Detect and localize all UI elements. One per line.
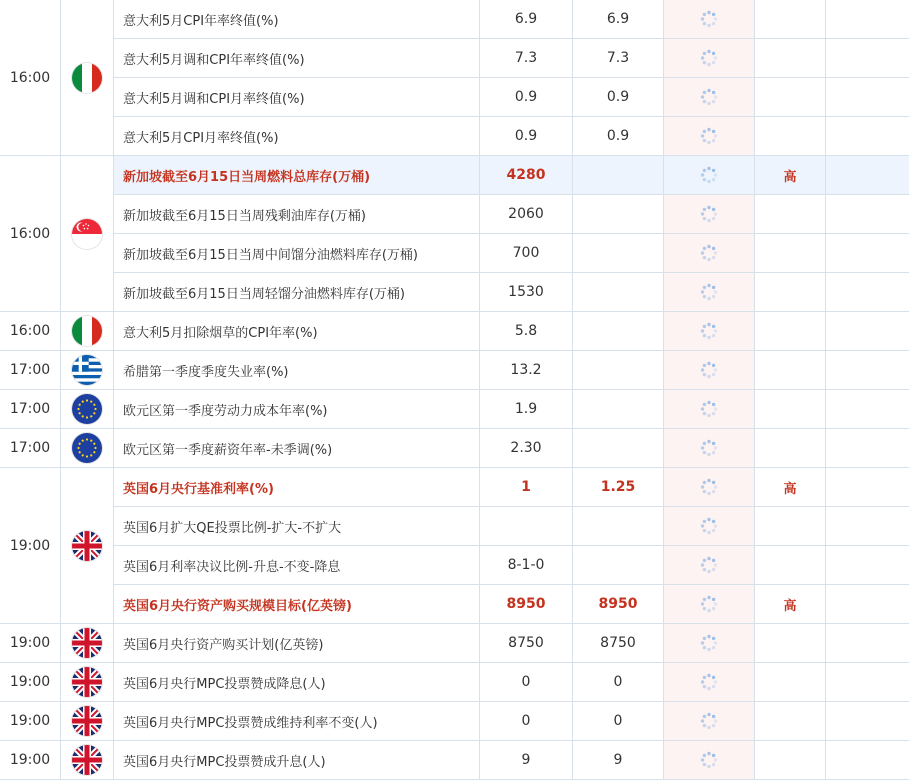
actual-value-cell [664,273,755,312]
previous-value: 1530 [480,273,573,312]
event-time: 19:00 [0,741,61,780]
previous-value: 5.8 [480,312,573,351]
uk-flag-icon [72,628,102,658]
forecast-value [573,273,664,312]
extra-cell [826,234,909,273]
forecast-value: 7.3 [573,39,664,78]
loading-spinner-icon [700,556,718,574]
extra-cell [826,507,909,546]
event-time: 17:00 [0,429,61,468]
actual-value-cell [664,78,755,117]
importance-label: 高 [755,585,826,624]
table-row[interactable] [0,117,909,156]
forecast-value: 8750 [573,624,664,663]
country-flag-cell [61,390,114,429]
event-name[interactable]: 新加坡截至6月15日当周燃料总库存(万桶) [114,156,480,195]
forecast-value: 9 [573,741,664,780]
previous-value [480,507,573,546]
forecast-value [573,546,664,585]
extra-cell [826,273,909,312]
actual-value-cell [664,156,755,195]
event-time: 19:00 [0,624,61,663]
loading-spinner-icon [700,673,718,691]
extra-cell [826,546,909,585]
loading-spinner-icon [700,166,718,184]
table-row[interactable] [0,0,909,39]
event-name[interactable]: 英国6月央行MPC投票赞成升息(人) [114,741,480,780]
forecast-value: 0 [573,702,664,741]
extra-cell [826,351,909,390]
uk-flag-icon [72,531,102,561]
extra-cell [826,663,909,702]
table-row[interactable] [0,78,909,117]
event-name[interactable]: 英国6月利率决议比例-升息-不变-降息 [114,546,480,585]
event-time: 19:00 [0,702,61,741]
importance-label [755,390,826,429]
eu-flag-icon [72,394,102,424]
event-time: 16:00 [0,0,61,156]
greece-flag-icon [72,355,102,385]
actual-value-cell [664,585,755,624]
actual-value-cell [664,468,755,507]
extra-cell [826,585,909,624]
event-name[interactable]: 欧元区第一季度劳动力成本年率(%) [114,390,480,429]
previous-value: 4280 [480,156,573,195]
loading-spinner-icon [700,712,718,730]
loading-spinner-icon [700,88,718,106]
table-row[interactable] [0,468,909,507]
table-row[interactable] [0,507,909,546]
event-name[interactable]: 意大利5月CPI年率终值(%) [114,0,480,39]
actual-value-cell [664,507,755,546]
extra-cell [826,429,909,468]
previous-value: 2.30 [480,429,573,468]
actual-value-cell [664,702,755,741]
country-flag-cell [61,741,114,780]
loading-spinner-icon [700,634,718,652]
event-name[interactable]: 英国6月央行MPC投票赞成降息(人) [114,663,480,702]
importance-label [755,0,826,39]
event-name[interactable]: 新加坡截至6月15日当周轻馏分油燃料库存(万桶) [114,273,480,312]
table-row[interactable] [0,585,909,624]
extra-cell [826,39,909,78]
uk-flag-icon [72,706,102,736]
extra-cell [826,390,909,429]
importance-label: 高 [755,156,826,195]
event-name[interactable]: 英国6月央行基准利率(%) [114,468,480,507]
table-row[interactable] [0,663,909,702]
previous-value: 8750 [480,624,573,663]
previous-value: 8950 [480,585,573,624]
loading-spinner-icon [700,244,718,262]
actual-value-cell [664,234,755,273]
forecast-value [573,195,664,234]
importance-label [755,78,826,117]
forecast-value [573,429,664,468]
importance-label [755,351,826,390]
country-flag-cell [61,429,114,468]
importance-label [755,624,826,663]
table-row[interactable] [0,390,909,429]
table-row[interactable] [0,234,909,273]
forecast-value: 8950 [573,585,664,624]
previous-value: 0.9 [480,117,573,156]
previous-value: 7.3 [480,39,573,78]
loading-spinner-icon [700,10,718,28]
loading-spinner-icon [700,400,718,418]
actual-value-cell [664,546,755,585]
actual-value-cell [664,624,755,663]
importance-label [755,312,826,351]
event-name[interactable]: 新加坡截至6月15日当周残剩油库存(万桶) [114,195,480,234]
forecast-value [573,507,664,546]
importance-label [755,39,826,78]
previous-value: 0.9 [480,78,573,117]
importance-label [755,117,826,156]
country-flag-cell [61,351,114,390]
event-time: 17:00 [0,390,61,429]
event-time: 19:00 [0,468,61,624]
table-row[interactable] [0,195,909,234]
importance-label [755,273,826,312]
loading-spinner-icon [700,127,718,145]
previous-value: 13.2 [480,351,573,390]
loading-spinner-icon [700,205,718,223]
extra-cell [826,195,909,234]
event-name[interactable]: 意大利5月CPI月率终值(%) [114,117,480,156]
country-flag-cell [61,702,114,741]
forecast-value [573,156,664,195]
loading-spinner-icon [700,751,718,769]
extra-cell [826,312,909,351]
event-name[interactable]: 意大利5月调和CPI年率终值(%) [114,39,480,78]
actual-value-cell [664,429,755,468]
italy-flag-icon [72,316,102,346]
forecast-value [573,312,664,351]
actual-value-cell [664,741,755,780]
importance-label [755,234,826,273]
forecast-value [573,390,664,429]
previous-value: 8-1-0 [480,546,573,585]
event-name[interactable]: 希腊第一季度季度失业率(%) [114,351,480,390]
event-name[interactable]: 英国6月央行资产购买计划(亿英镑) [114,624,480,663]
previous-value: 0 [480,663,573,702]
previous-value: 6.9 [480,0,573,39]
event-time: 19:00 [0,663,61,702]
importance-label [755,429,826,468]
importance-label [755,507,826,546]
extra-cell [826,78,909,117]
actual-value-cell [664,39,755,78]
importance-label [755,741,826,780]
extra-cell [826,156,909,195]
previous-value: 1 [480,468,573,507]
forecast-value [573,351,664,390]
table-row[interactable] [0,273,909,312]
extra-cell [826,702,909,741]
forecast-value: 6.9 [573,0,664,39]
importance-label [755,546,826,585]
forecast-value: 0.9 [573,78,664,117]
extra-cell [826,741,909,780]
extra-cell [826,468,909,507]
event-time: 17:00 [0,351,61,390]
country-flag-cell [61,663,114,702]
extra-cell [826,0,909,39]
table-row[interactable] [0,624,909,663]
table-row[interactable] [0,429,909,468]
event-name[interactable]: 英国6月扩大QE投票比例-扩大-不扩大 [114,507,480,546]
previous-value: 700 [480,234,573,273]
table-row[interactable] [0,351,909,390]
forecast-value [573,234,664,273]
event-name[interactable]: 意大利5月扣除烟草的CPI年率(%) [114,312,480,351]
table-row[interactable] [0,702,909,741]
event-name[interactable]: 意大利5月调和CPI月率终值(%) [114,78,480,117]
forecast-value: 1.25 [573,468,664,507]
importance-label [755,195,826,234]
actual-value-cell [664,195,755,234]
table-row[interactable] [0,546,909,585]
loading-spinner-icon [700,595,718,613]
extra-cell [826,624,909,663]
actual-value-cell [664,351,755,390]
event-time: 16:00 [0,156,61,312]
country-flag-cell [61,0,114,156]
eu-flag-icon [72,433,102,463]
importance-label [755,702,826,741]
country-flag-cell [61,156,114,312]
country-flag-cell [61,468,114,624]
actual-value-cell [664,663,755,702]
loading-spinner-icon [700,322,718,340]
table-row[interactable] [0,39,909,78]
event-name[interactable]: 英国6月央行资产购买规模目标(亿英镑) [114,585,480,624]
previous-value: 0 [480,702,573,741]
importance-label: 高 [755,468,826,507]
table-row[interactable] [0,312,909,351]
actual-value-cell [664,312,755,351]
event-time: 16:00 [0,312,61,351]
singapore-flag-icon [72,219,102,249]
country-flag-cell [61,312,114,351]
loading-spinner-icon [700,478,718,496]
previous-value: 1.9 [480,390,573,429]
event-name[interactable]: 英国6月央行MPC投票赞成维持利率不变(人) [114,702,480,741]
forecast-value: 0.9 [573,117,664,156]
actual-value-cell [664,117,755,156]
event-name[interactable]: 欧元区第一季度薪资年率-未季调(%) [114,429,480,468]
table-row[interactable] [0,156,909,195]
uk-flag-icon [72,667,102,697]
loading-spinner-icon [700,439,718,457]
loading-spinner-icon [700,283,718,301]
table-row[interactable] [0,741,909,780]
loading-spinner-icon [700,517,718,535]
importance-label [755,663,826,702]
uk-flag-icon [72,745,102,775]
italy-flag-icon [72,63,102,93]
country-flag-cell [61,624,114,663]
actual-value-cell [664,0,755,39]
extra-cell [826,117,909,156]
previous-value: 2060 [480,195,573,234]
forecast-value: 0 [573,663,664,702]
loading-spinner-icon [700,49,718,67]
event-name[interactable]: 新加坡截至6月15日当周中间馏分油燃料库存(万桶) [114,234,480,273]
loading-spinner-icon [700,361,718,379]
actual-value-cell [664,390,755,429]
previous-value: 9 [480,741,573,780]
